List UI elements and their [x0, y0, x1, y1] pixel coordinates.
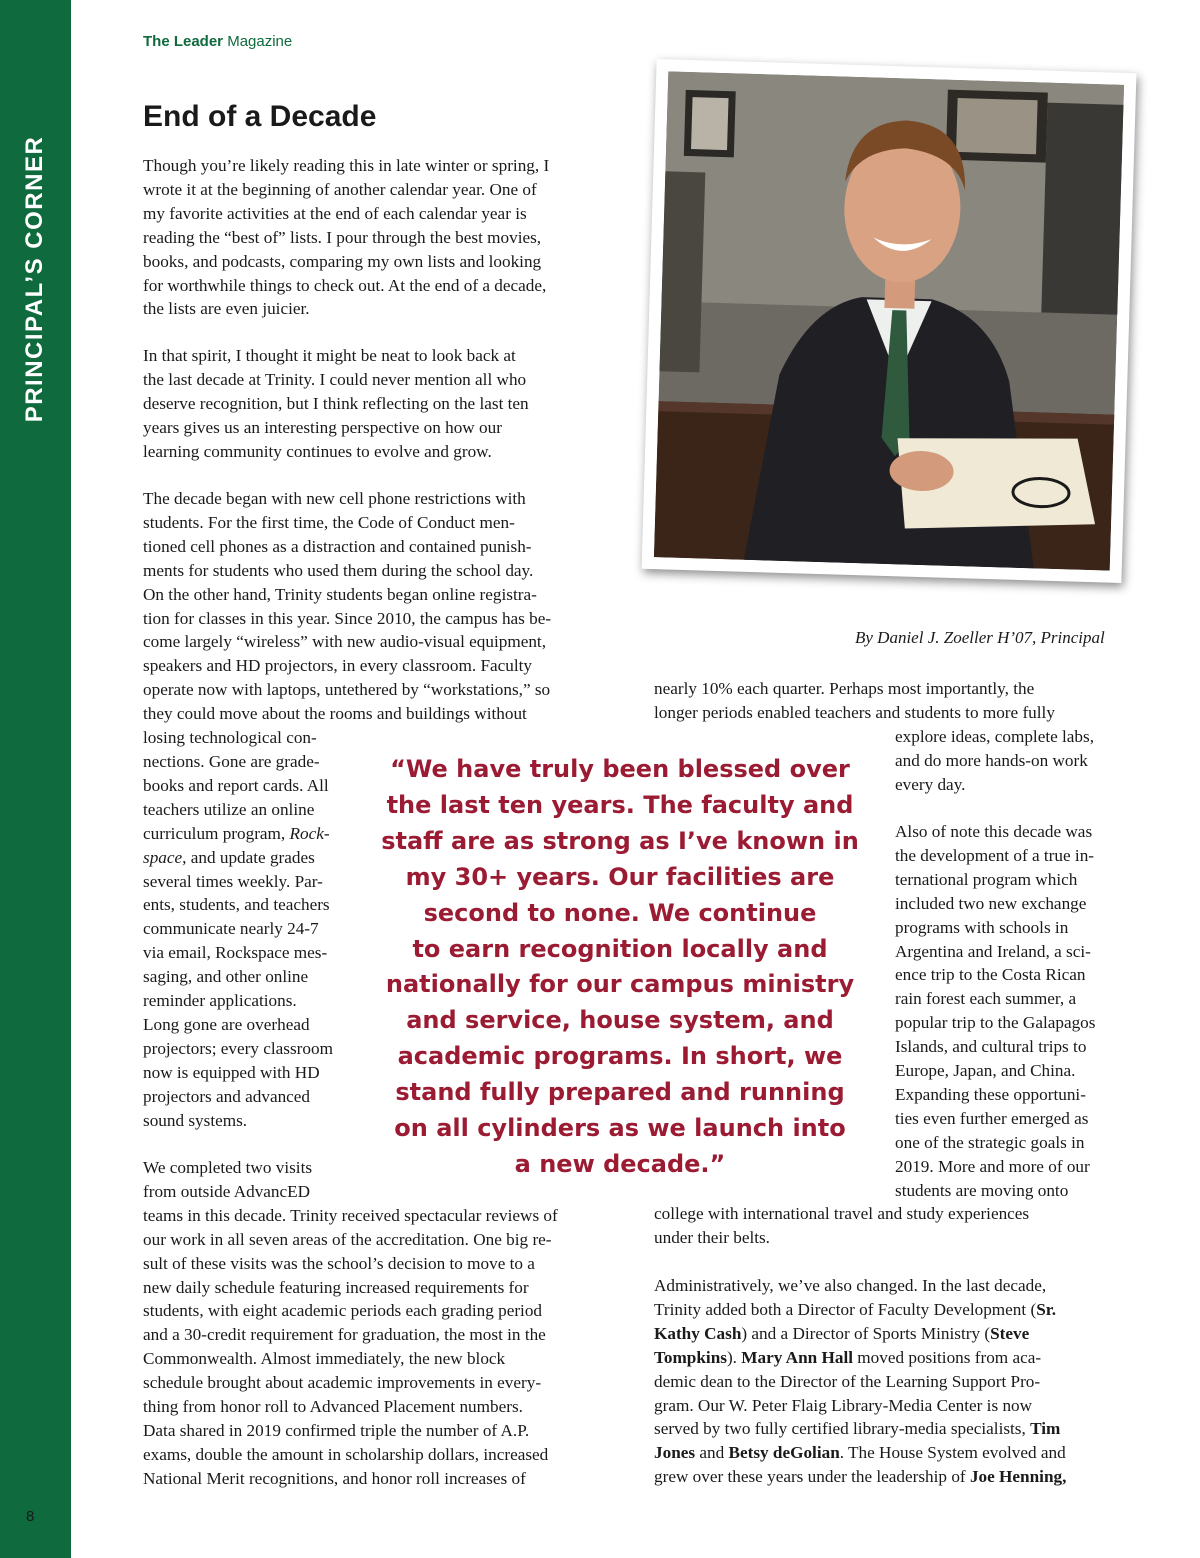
- text-line: Commonwealth. Almost immediately, the new block: [143, 1349, 506, 1369]
- text-line: ments for students who used them during the school day.: [143, 560, 534, 580]
- text-line: deserve recognition, but I think reflecting on the last ten: [143, 393, 529, 413]
- text-line: National Merit recognitions, and honor roll increases of: [143, 1468, 526, 1488]
- text-line: sound systems.: [143, 1110, 248, 1130]
- quote-line: stand fully prepared and running: [395, 1078, 845, 1107]
- text-run: space: [143, 847, 183, 867]
- text-line: tion for classes in this year. Since 2010, the campus has be-: [143, 608, 552, 628]
- text-line: teachers utilize an online: [143, 799, 315, 819]
- sidebar-band: [0, 0, 71, 1558]
- masthead-bold: The Leader: [143, 33, 224, 50]
- text-line: sult of these visits was the school’s decision to move to a: [143, 1253, 535, 1273]
- text-line: In that spirit, I thought it might be neat to look back at: [143, 346, 516, 365]
- text-line: under their belts.: [654, 1227, 770, 1247]
- text-line: via email, Rockspace mes-: [143, 943, 328, 963]
- text-line: my favorite activities at the end of each calendar year is: [143, 203, 527, 223]
- text-line: projectors; every classroom: [143, 1038, 333, 1058]
- masthead: [143, 33, 292, 50]
- paragraph-6-wrap: [654, 1202, 1029, 1250]
- text-line: communicate nearly 24-7: [143, 919, 319, 939]
- text-line: reading the “best of” lists. I pour through the best movies,: [143, 227, 542, 247]
- text-line: come largely “wireless” with new audio-visual equipment,: [143, 632, 546, 652]
- section-title: PRINCIPAL’S CORNER: [21, 135, 48, 423]
- text-line: ents, students, and teachers: [143, 895, 330, 915]
- text-line: demic dean to the Director of the Learning Support Pro-: [654, 1371, 1041, 1391]
- paragraph-7: [654, 1274, 1066, 1489]
- text-line: Also of note this decade was: [895, 822, 1093, 841]
- text-line: We completed two visits: [143, 1158, 313, 1177]
- text-line: now is equipped with HD: [143, 1062, 320, 1082]
- paragraph-6: [895, 820, 1095, 1203]
- quote-line: academic programs. In short, we: [397, 1042, 843, 1071]
- text-run: . The House System evolved and: [839, 1443, 1066, 1463]
- paragraph-1: [143, 154, 549, 321]
- paragraph-2: [143, 344, 529, 464]
- text-line: they could move about the rooms and buildings without: [143, 704, 527, 724]
- text-line: every day.: [895, 774, 966, 794]
- text-line: [654, 1322, 1066, 1346]
- text-run: , and update grades: [182, 847, 315, 867]
- text-line: speakers and HD projectors, in every classroom. Faculty: [143, 656, 532, 676]
- text-run: Trinity added both a Director of Faculty Development (: [654, 1299, 1037, 1319]
- text-line: from outside AdvancED: [143, 1181, 311, 1201]
- quote-line: and service, house system, and: [406, 1006, 834, 1035]
- text-line: losing technological con-: [143, 728, 317, 748]
- staff-name: Tim: [1030, 1419, 1061, 1439]
- text-line: tioned cell phones as a distraction and contained punish-: [143, 536, 532, 556]
- text-line: students. For the first time, the Code of Conduct men-: [143, 512, 515, 532]
- text-run: grew over these years under the leadership of: [654, 1467, 970, 1487]
- text-line: the last decade at Trinity. I could never mention all who: [143, 369, 527, 389]
- text-line: [654, 1441, 1066, 1465]
- principal-photo: [642, 59, 1137, 583]
- text-line: ternational program which: [895, 869, 1078, 889]
- text-run: curriculum program,: [143, 823, 290, 843]
- paragraph-5-wrap: [895, 725, 1094, 797]
- text-line: programs with schools in: [895, 917, 1069, 937]
- staff-name: Tompkins: [654, 1347, 727, 1367]
- text-line: The decade began with new cell phone restrictions with: [143, 489, 526, 508]
- text-line: the lists are even juicier.: [143, 299, 310, 319]
- text-line: our work in all seven areas of the accreditation. One big re-: [143, 1229, 552, 1249]
- text-line: nections. Gone are grade-: [143, 751, 320, 771]
- text-line: ence trip to the Costa Rican: [895, 965, 1086, 985]
- text-line: Islands, and cultural trips to: [895, 1037, 1087, 1057]
- text-run: Rock-: [289, 823, 330, 843]
- article-title: End of a Decade: [143, 100, 377, 133]
- text-line: reminder applications.: [143, 991, 297, 1011]
- text-line: students, with eight academic periods each grading period: [143, 1301, 543, 1321]
- masthead-rest: Magazine: [223, 33, 293, 50]
- staff-name: Sr.: [1036, 1299, 1057, 1319]
- quote-line: “We have truly been blessed over: [390, 755, 850, 783]
- page-number: 8: [26, 1508, 35, 1525]
- paragraph-4: [143, 1156, 558, 1491]
- text-line: for worthwhile things to check out. At the end of a decade,: [143, 275, 547, 295]
- paragraph-5: [654, 677, 1055, 725]
- text-line: Argentina and Ireland, a sci-: [895, 941, 1091, 961]
- text-line: 2019. More and more of our: [895, 1156, 1090, 1176]
- text-line: gram. Our W. Peter Flaig Library-Media Center is now: [654, 1395, 1033, 1415]
- quote-line: second to none. We continue: [423, 898, 817, 927]
- text-line: saging, and other online: [143, 967, 309, 987]
- text-line: Long gone are overhead: [143, 1014, 310, 1034]
- text-line: Though you’re likely reading this in late winter or spring, I: [143, 156, 550, 175]
- text-line: several times weekly. Par-: [143, 871, 323, 891]
- text-line: projectors and advanced: [143, 1086, 311, 1106]
- staff-name: Betsy deGolian: [728, 1443, 840, 1463]
- text-line: Expanding these opportuni-: [895, 1084, 1086, 1104]
- quote-line: on all cylinders as we launch into: [394, 1114, 846, 1143]
- text-line: ties even further emerged as: [895, 1108, 1089, 1128]
- text-line: [654, 1417, 1066, 1441]
- text-run: moved positions from aca-: [853, 1347, 1042, 1367]
- text-line: [654, 1298, 1066, 1322]
- text-line: wrote it at the beginning of another calendar year. One of: [143, 179, 537, 199]
- text-line: books, and podcasts, comparing my own lists and looking: [143, 251, 542, 271]
- text-line: thing from honor roll to Advanced Placement numbers.: [143, 1397, 523, 1417]
- text-run: ).: [726, 1347, 742, 1367]
- quote-line: nationally for our campus ministry: [385, 970, 855, 999]
- text-line: Data shared in 2019 confirmed triple the number of A.P.: [143, 1420, 530, 1440]
- quote-line: to earn recognition locally and: [412, 934, 828, 963]
- text-line: college with international travel and study experiences: [654, 1204, 1030, 1223]
- text-line: years gives us an interesting perspective on how our: [143, 417, 502, 437]
- quote-line: the last ten years. The faculty and: [386, 790, 854, 819]
- staff-name: Mary Ann Hall: [741, 1347, 853, 1367]
- text-line: Europe, Japan, and China.: [895, 1061, 1076, 1081]
- text-line: students are moving onto: [895, 1180, 1069, 1200]
- text-line: nearly 10% each quarter. Perhaps most importantly, the: [654, 679, 1035, 698]
- text-line: the development of a true in-: [895, 845, 1095, 865]
- text-line: popular trip to the Galapagos: [895, 1013, 1096, 1033]
- quote-line: staff are as strong as I’ve known in: [381, 826, 859, 855]
- text-line: operate now with laptops, untethered by “workstations,” so: [143, 680, 551, 700]
- text-line: books and report cards. All: [143, 775, 329, 795]
- text-line: Administratively, we’ve also changed. In the last decade,: [654, 1276, 1047, 1295]
- text-line: one of the strategic goals in: [895, 1132, 1085, 1152]
- text-line: rain forest each summer, a: [895, 989, 1077, 1009]
- text-line: On the other hand, Trinity students began online registra-: [143, 584, 537, 604]
- quote-line: my 30+ years. Our facilities are: [405, 862, 835, 891]
- staff-name: Kathy Cash: [654, 1323, 742, 1343]
- text-line: teams in this decade. Trinity received spectacular reviews of: [143, 1205, 558, 1225]
- staff-name: Steve: [990, 1323, 1030, 1343]
- text-line: included two new exchange: [895, 893, 1087, 913]
- text-run: served by two fully certified library-media specialists,: [654, 1419, 1031, 1439]
- byline: By Daniel J. Zoeller H’07, Principal: [855, 628, 1105, 647]
- text-run: ) and a Director of Sports Ministry (: [741, 1323, 991, 1343]
- text-line: longer periods enabled teachers and students to more fully: [654, 702, 1055, 722]
- text-line: new daily schedule featuring increased requirements for: [143, 1277, 529, 1297]
- text-line: explore ideas, complete labs,: [895, 727, 1095, 746]
- text-line: [654, 1465, 1066, 1489]
- quote-line: a new decade.”: [514, 1149, 726, 1178]
- text-line: exams, double the amount in scholarship dollars, increased: [143, 1444, 549, 1464]
- staff-name: Jones: [654, 1443, 696, 1463]
- principal-portrait-illustration: [654, 71, 1124, 570]
- text-line: [654, 1346, 1066, 1370]
- staff-name: Joe Henning,: [969, 1467, 1067, 1487]
- text-line: and do more hands-on work: [895, 750, 1088, 770]
- text-line: learning community continues to evolve and grow.: [143, 441, 492, 461]
- text-run: and: [695, 1443, 729, 1463]
- pull-quote: [372, 752, 868, 1183]
- text-line: and a 30-credit requirement for graduation, the most in the: [143, 1325, 546, 1345]
- text-line: schedule brought about academic improvements in every-: [143, 1373, 542, 1393]
